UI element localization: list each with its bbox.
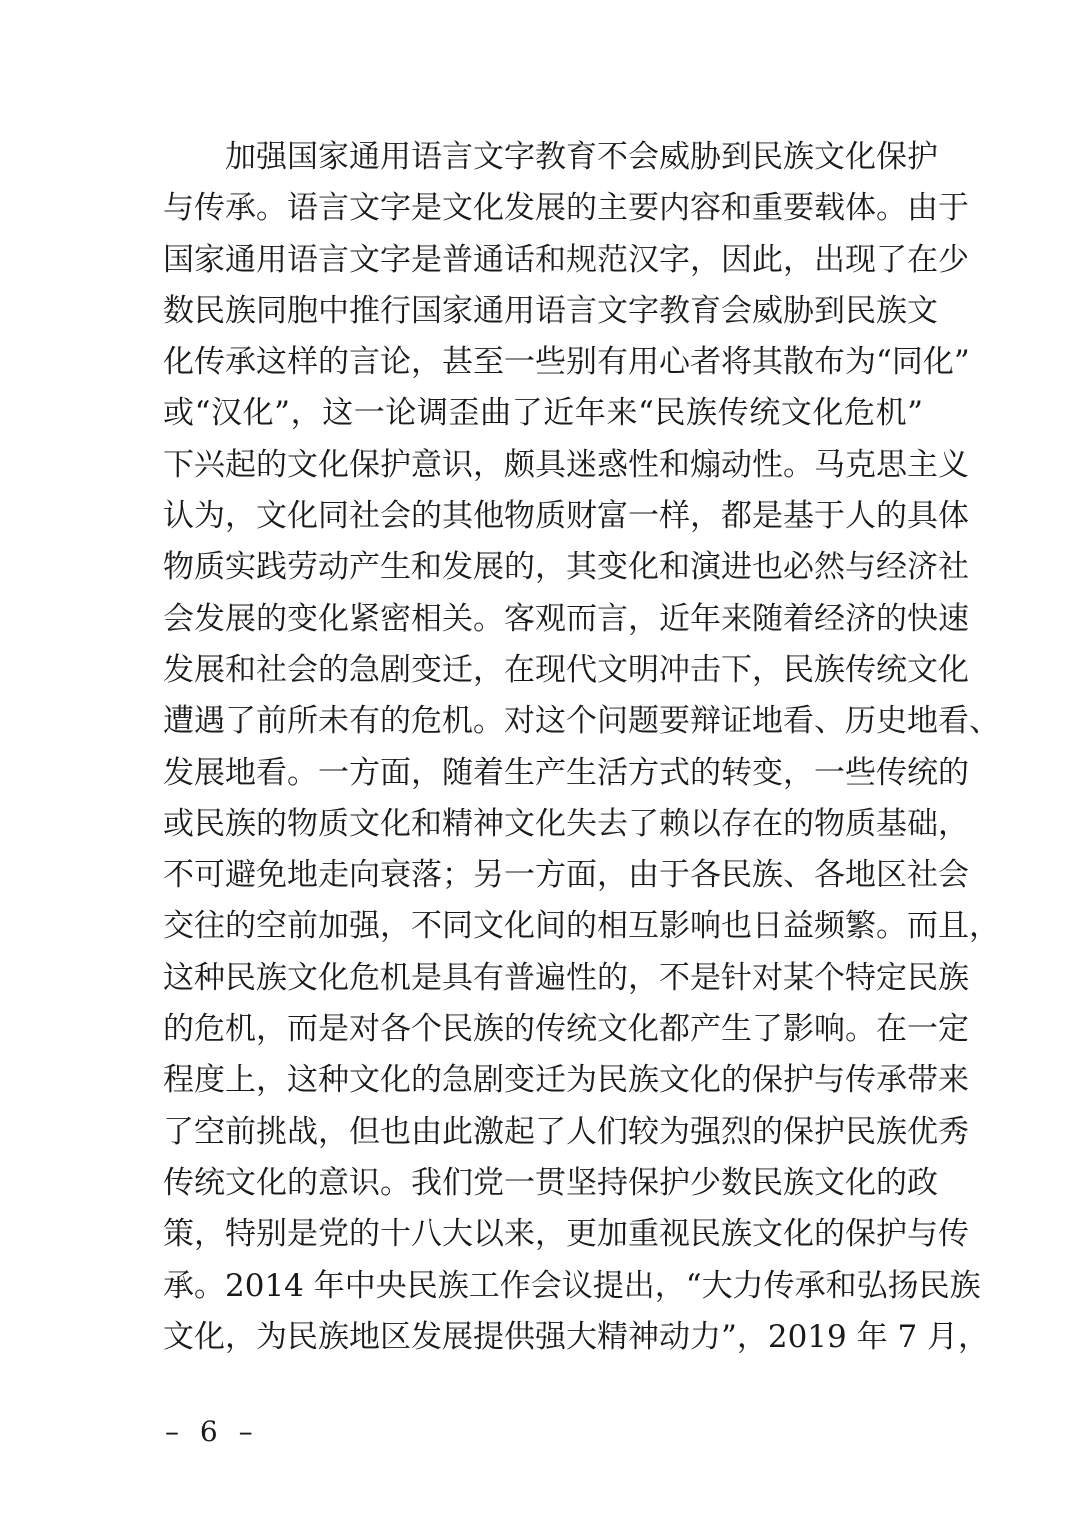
paragraph-line-21: 传统文化的意识。我们党一贯坚持保护少数民族文化的政 (163, 1164, 938, 1201)
page-number: – 6 – (165, 1415, 259, 1448)
paragraph-line-9: 物质实践劳动产生和发展的，其变化和演进也必然与经济社 (163, 549, 969, 586)
paragraph-line-7: 下兴起的文化保护意识，颇具迷惑性和煽动性。马克思主义 (163, 446, 969, 483)
paragraph-line-1: 加强国家通用语言文字教育不会威胁到民族文化保护 (225, 139, 938, 175)
paragraph-line-20: 了空前挑战，但也由此激起了人们较为强烈的保护民族优秀 (163, 1113, 969, 1150)
paragraph-line-13: 发展地看。一方面，随着生产生活方式的转变，一些传统的 (163, 754, 969, 791)
paragraph-line-19: 程度上，这种文化的急剧变迁为民族文化的保护与传承带来 (163, 1062, 969, 1099)
paragraph-line-5: 化传承这样的言论，甚至一些别有用心者将其散布为“同化” (163, 344, 970, 381)
paragraph-line-2: 与传承。语言文字是文化发展的主要内容和重要载体。由于 (163, 190, 969, 227)
paragraph-line-14: 或民族的物质文化和精神文化失去了赖以存在的物质基础， (163, 805, 969, 842)
paragraph-line-8: 认为，文化同社会的其他物质财富一样，都是基于人的具体 (163, 498, 969, 535)
paragraph-line-3: 国家通用语言文字是普通话和规范汉字，因此，出现了在少 (163, 241, 969, 278)
paragraph-line-24: 文化，为民族地区发展提供强大精神动力”，2019 年 7 月， (163, 1318, 990, 1355)
body-paragraph (163, 132, 1000, 1363)
paragraph-line-6: 或“汉化”，这一论调歪曲了近年来“民族传统文化危机” (163, 395, 923, 432)
paragraph-line-15: 不可避免地走向衰落；另一方面，由于各民族、各地区社会 (163, 857, 969, 894)
paragraph-line-23: 承。2014 年中央民族工作会议提出，“大力传承和弘扬民族 (163, 1267, 981, 1304)
paragraph-line-4: 数民族同胞中推行国家通用语言文字教育会威胁到民族文 (163, 292, 938, 329)
paragraph-line-11: 发展和社会的急剧变迁，在现代文明冲击下，民族传统文化 (163, 651, 969, 688)
paragraph-line-18: 的危机，而是对各个民族的传统文化都产生了影响。在一定 (163, 1011, 969, 1048)
paragraph-line-17: 这种民族文化危机是具有普遍性的，不是针对某个特定民族 (163, 959, 969, 996)
paragraph-line-10: 会发展的变化紧密相关。客观而言，近年来随着经济的快速 (163, 600, 969, 637)
paragraph-line-12: 遭遇了前所未有的危机。对这个问题要辩证地看、历史地看、 (163, 703, 1000, 740)
paragraph-line-22: 策，特别是党的十八大以来，更加重视民族文化的保护与传 (163, 1216, 969, 1253)
paragraph-line-16: 交往的空前加强，不同文化间的相互影响也日益频繁。而且， (163, 908, 1000, 945)
